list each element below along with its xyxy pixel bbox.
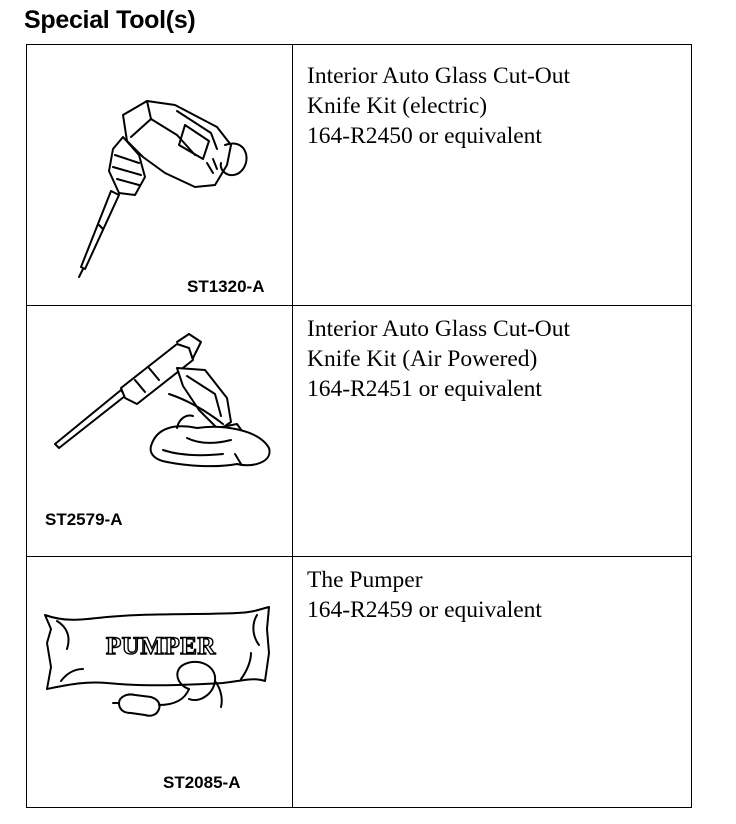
tool-description-line: Knife Kit (electric) <box>307 93 488 119</box>
tool-code: ST2085-A <box>163 773 241 792</box>
tool-part-number: 164-R2451 or equivalent <box>307 376 542 402</box>
tool-code: ST2579-A <box>45 510 123 529</box>
tool-description <box>293 45 691 151</box>
tool-description <box>293 306 691 404</box>
pumper-bag-icon <box>27 557 292 807</box>
tool-description-cell <box>293 557 692 808</box>
bag-label: PUMPER <box>106 633 216 660</box>
tool-description-line: Knife Kit (Air Powered) <box>307 346 538 372</box>
tool-illustration-cell <box>27 306 293 557</box>
tool-description <box>293 557 691 625</box>
electric-cut-out-knife-icon <box>27 45 292 305</box>
tool-description-line: Interior Auto Glass Cut-Out <box>307 63 571 89</box>
special-tools-table <box>26 44 692 808</box>
tool-description-line: Interior Auto Glass Cut-Out <box>307 316 571 342</box>
tool-part-number: 164-R2459 or equivalent <box>307 597 542 623</box>
tool-description-cell <box>293 45 692 306</box>
table-row <box>27 306 692 557</box>
tool-illustration-cell <box>27 45 293 306</box>
tool-illustration-cell <box>27 557 293 808</box>
page-title: Special Tool(s) <box>24 6 196 34</box>
table-row <box>27 557 692 808</box>
tool-part-number: 164-R2450 or equivalent <box>307 123 542 149</box>
tool-description-line: The Pumper <box>307 567 423 593</box>
table-row <box>27 45 692 306</box>
tool-code: ST1320-A <box>187 277 265 296</box>
tool-description-cell <box>293 306 692 557</box>
